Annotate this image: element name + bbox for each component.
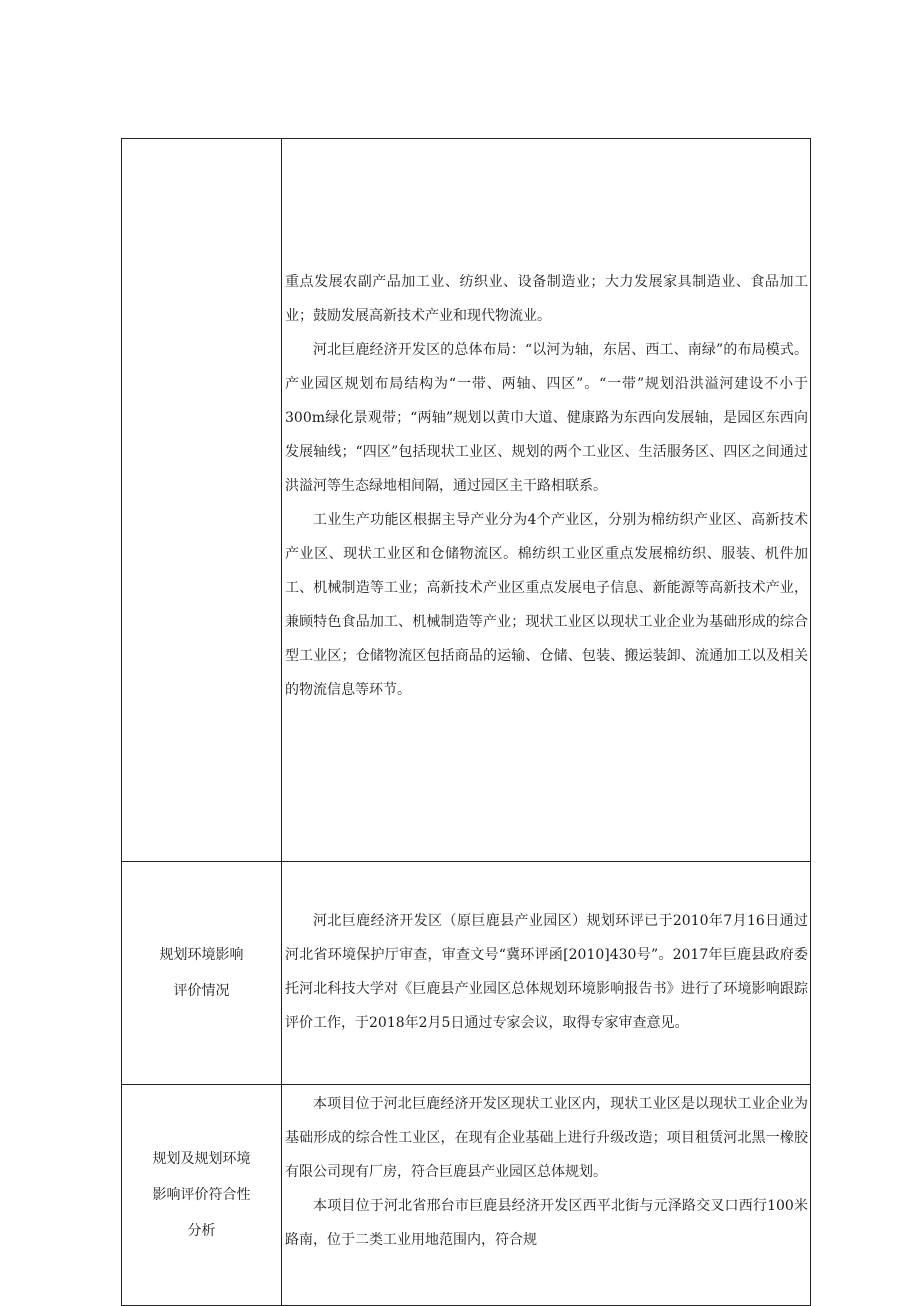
table-row-industry-layout [122, 139, 811, 862]
row-content-industry-layout [282, 139, 811, 862]
row-label-compliance-analysis [122, 1085, 282, 1306]
row-label-empty [122, 139, 282, 862]
row-content-compliance-analysis [282, 1085, 811, 1306]
paragraph-industry-focus: 重点发展农副产品加工业、纺织业、设备制造业；大力发展家具制造业、食品加工业；鼓励发展高新技术产业和现代物流业。 [285, 274, 808, 324]
row-label-planning-eia [122, 862, 282, 1085]
label-line: 规划环境影响 [159, 947, 244, 963]
table-row-planning-eia [122, 862, 811, 1085]
label-line: 分析 [187, 1223, 216, 1239]
paragraph-overall-layout: 河北巨鹿经济开发区的总体布局：“以河为轴，东居、西工、南绿”的布局模式。产业园区规划布局结构为“一带、两轴、四区”。“一带”规划沿洪溢河建设不小于300m绿化景观带；“两轴”规划以黄巾大道、健康路为东西向发展轴，是园区东西向发展轴线；“四区”包括现状工业区、规划的两个工业区、生活服务区、四区之间通过洪溢河等生态绿地相间隔，通过园区主干路相联系。 [285, 342, 808, 494]
paragraph-project-location-zone: 本项目位于河北巨鹿经济开发区现状工业区内，现状工业区是以现状工业企业为基础形成的综合性工业区，在现有企业基础上进行升级改造；项目租赁河北黑一橡胶有限公司现有厂房，符合巨鹿县产业园区总体规划。 [285, 1096, 808, 1180]
label-line: 影响评价符合性 [152, 1187, 251, 1203]
paragraph-project-address: 本项目位于河北省邢台市巨鹿县经济开发区西平北街与元泽路交叉口西行100米路南，位于二类工业用地范围内，符合规 [285, 1198, 808, 1248]
label-line: 规划及规划环境 [152, 1151, 251, 1167]
document-table [121, 138, 811, 1306]
label-line: 评价情况 [173, 983, 230, 999]
paragraph-functional-zones: 工业生产功能区根据主导产业分为4个产业区，分别为棉纺织产业区、高新技术产业区、现状工业区和仓储物流区。棉纺织工业区重点发展棉纺织、服装、机件加工、机械制造等工业；高新技术产业区重点发展电子信息、新能源等高新技术产业，兼顾特色食品加工、机械制造等产业；现状工业区以现状工业企业为基础形成的综合型工业区；仓储物流区包括商品的运输、仓储、包装、搬运装卸、流通加工以及相关的物流信息等环节。 [285, 512, 808, 698]
table-row-compliance-analysis [122, 1085, 811, 1306]
paragraph-eia-approval: 河北巨鹿经济开发区（原巨鹿县产业园区）规划环评已于2010年7月16日通过河北省环境保护厅审查，审查文号“冀环评函[2010]430号”。2017年巨鹿县政府委托河北科技大学对《巨鹿县产业园区总体规划环境影响报告书》进行了环境影响跟踪评价工作，于2018年2月5日通过专家会议，取得专家审查意见。 [285, 913, 808, 1031]
row-content-planning-eia [282, 862, 811, 1085]
